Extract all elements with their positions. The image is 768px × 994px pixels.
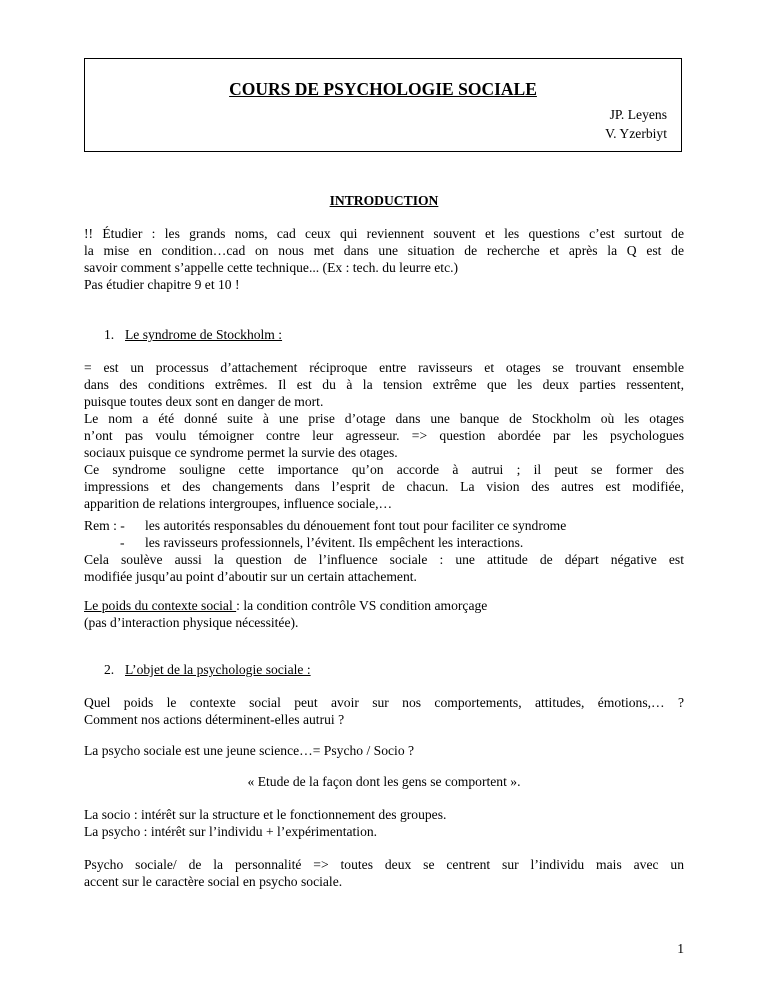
context-line <box>84 597 684 614</box>
text-line: sociaux puisque ce syndrome permet la survie des otages. <box>84 445 398 460</box>
quote: « Etude de la façon dont les gens se comportent ». <box>247 774 521 789</box>
rem-dash: - <box>120 535 125 550</box>
text-line: puisque toutes deux sont en danger de mort. <box>84 394 324 409</box>
section2-title: L’objet de la psychologie sociale : <box>125 662 311 677</box>
intro-line: !! Étudier : les grands noms, cad ceux qui reviennent souvent et les questions c’est surtout de <box>84 226 684 241</box>
context-note: (pas d’interaction physique nécessitée). <box>84 615 299 630</box>
text-line: = est un processus d’attachement réciproque entre ravisseurs et otages se trouvant ensemble <box>84 360 684 375</box>
section1-paragraph1 <box>84 359 684 512</box>
text-line: Cela soulève aussi la question de l’influence sociale : une attitude de départ négative est <box>84 552 684 567</box>
text-line: Comment nos actions déterminent-elles autrui ? <box>84 712 345 727</box>
section1-heading <box>104 326 282 343</box>
section1-title: Le syndrome de Stockholm : <box>125 327 283 342</box>
section2-number: 2. <box>104 662 115 677</box>
rem-item-text: les autorités responsables du dénouement font tout pour faciliter ce syndrome <box>145 518 567 533</box>
section2-heading <box>104 661 311 678</box>
authors <box>605 105 667 143</box>
text-line: modifiée jusqu’au point d’aboutir sur un certain attachement. <box>84 569 417 584</box>
context-label: Le poids du contexte social <box>84 598 237 613</box>
text-line: La psycho : intérêt sur l’individu + l’expérimentation. <box>84 824 378 839</box>
intro-paragraph <box>84 225 684 293</box>
intro-line: Pas étudier chapitre 9 et 10 ! <box>84 277 240 292</box>
text-line: n’ont pas voulu témoigner contre leur agresseur. => question abordée par les psychologues <box>84 428 684 443</box>
socio-psycho-paragraph <box>84 806 684 840</box>
author-2: V. Yzerbiyt <box>605 126 667 141</box>
intro-line: la mise en condition…cad on nous met dans une situation de recherche et après la Q est de <box>84 243 684 258</box>
text-line: apparition de relations intergroupes, influence sociale,… <box>84 496 393 511</box>
title-box <box>84 58 682 152</box>
rem-item <box>84 517 684 534</box>
young-science-line: La psycho sociale est une jeune science…= Psycho / Socio ? <box>84 743 415 758</box>
text-line: Quel poids le contexte social peut avoir sur nos comportements, attitudes, émotions,… ? <box>84 695 684 710</box>
rem-item <box>84 534 684 551</box>
author-1: JP. Leyens <box>609 107 667 122</box>
questions-paragraph <box>84 694 684 728</box>
text-line: La socio : intérêt sur la structure et le fonctionnement des groupes. <box>84 807 447 822</box>
rem-list <box>84 517 684 585</box>
context-text: : la condition contrôle VS condition amorçage <box>236 598 488 613</box>
intro-heading: INTRODUCTION <box>329 193 439 208</box>
text-line: Ce syndrome souligne cette importance qu’on accorde à autrui ; il peut se former des <box>84 462 684 477</box>
text-line: dans des conditions extrêmes. Il est du à la tension extrême que les deux parties ressentent, <box>84 377 684 392</box>
document-title: COURS DE PSYCHOLOGIE SOCIALE <box>229 79 537 99</box>
text-line: Psycho sociale/ de la personnalité => toutes deux se centrent sur l’individu mais avec un <box>84 857 684 872</box>
rem-label: Rem : - <box>84 518 125 533</box>
intro-line: savoir comment s’appelle cette technique... (Ex : tech. du leurre etc.) <box>84 260 459 275</box>
text-line: Le nom a été donné suite à une prise d’otage dans une banque de Stockholm où les otages <box>84 411 684 426</box>
rem-item-text: les ravisseurs professionnels, l’évitent. Ils empêchent les interactions. <box>145 535 524 550</box>
page-number: 1 <box>677 941 684 956</box>
context-paragraph <box>84 597 684 631</box>
section1-number: 1. <box>104 327 115 342</box>
personality-paragraph <box>84 856 684 890</box>
text-line: impressions et des changements dans l’esprit de chacun. La vision des autres est modifiée, <box>84 479 684 494</box>
text-line: accent sur le caractère social en psycho sociale. <box>84 874 343 889</box>
